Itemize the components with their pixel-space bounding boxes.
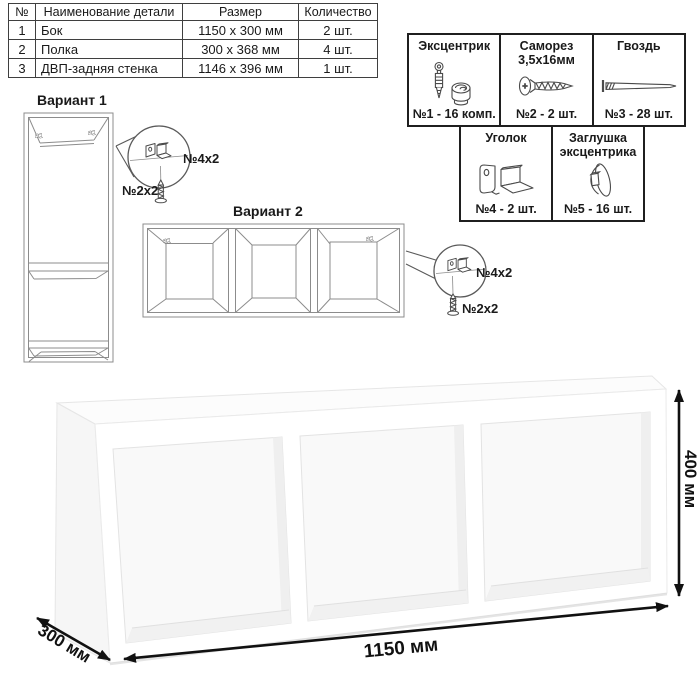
hardware-box-top-row xyxy=(407,33,686,127)
part-size: 300 x 368 мм xyxy=(183,40,299,59)
hardware-count: №2 - 2 шт. xyxy=(515,107,578,121)
col-header-num: № xyxy=(9,4,36,21)
hardware-cell-nail xyxy=(592,35,684,125)
eccentric-cam-icon xyxy=(430,61,478,107)
part-name: Полка xyxy=(36,40,183,59)
table-row xyxy=(9,21,378,40)
part-num: 1 xyxy=(9,21,36,40)
variant1-screw-label: №2х2 xyxy=(122,183,159,198)
height-dimension-label: 400 мм xyxy=(681,450,700,509)
variant2-screw-label: №2х2 xyxy=(462,301,499,316)
variant1-title: Вариант 1 xyxy=(37,92,107,108)
hardware-title-line2: эксцентрика xyxy=(559,145,637,159)
corner-bracket-icon xyxy=(475,157,537,202)
hardware-title: Заглушка xyxy=(568,131,628,145)
hardware-count: №5 - 16 шт. xyxy=(563,202,633,216)
parts-table-header xyxy=(9,4,378,21)
hardware-title: Гвоздь xyxy=(617,39,661,53)
self-tapping-screw-icon xyxy=(517,65,575,107)
part-size: 1150 x 300 мм xyxy=(183,21,299,40)
part-num: 2 xyxy=(9,40,36,59)
part-qty: 1 шт. xyxy=(299,59,378,78)
variant2-title: Вариант 2 xyxy=(233,203,303,219)
shelf-3d-render xyxy=(55,376,667,664)
eccentric-cap-icon xyxy=(578,157,618,202)
parts-table xyxy=(8,3,378,78)
variant1-bracket-label: №4х2 xyxy=(183,151,220,166)
hardware-cell-bracket xyxy=(461,127,551,220)
part-name: ДВП-задняя стенка xyxy=(36,59,183,78)
hardware-title: Эксцентрик xyxy=(418,39,491,53)
hardware-title: Саморез xyxy=(519,39,574,53)
hardware-count: №3 - 28 шт. xyxy=(604,107,673,121)
variant1-drawing xyxy=(24,113,113,362)
depth-dimension-label: 300 мм xyxy=(34,620,95,667)
part-qty: 2 шт. xyxy=(299,21,378,40)
hardware-title-line2: 3,5х16мм xyxy=(518,53,575,67)
part-name: Бок xyxy=(36,21,183,40)
variant2-bracket-label: №4х2 xyxy=(476,265,513,280)
variant2-drawing xyxy=(143,224,404,317)
width-dimension-label: 1150 мм xyxy=(362,634,440,663)
col-header-name: Наименование детали xyxy=(36,4,183,21)
part-qty: 4 шт. xyxy=(299,40,378,59)
hardware-cell-eccentric xyxy=(409,35,499,125)
hardware-box-bottom-row xyxy=(459,125,645,222)
hardware-title: Уголок xyxy=(485,131,527,145)
part-size: 1146 x 396 мм xyxy=(183,59,299,78)
hardware-count: №1 - 16 комп. xyxy=(412,107,496,121)
col-header-size: Размер xyxy=(183,4,299,21)
col-header-qty: Количество xyxy=(299,4,378,21)
hardware-count: №4 - 2 шт. xyxy=(475,202,537,216)
table-row xyxy=(9,59,378,78)
nail-icon xyxy=(600,65,678,107)
hardware-cell-cap xyxy=(551,127,643,220)
table-row xyxy=(9,40,378,59)
part-num: 3 xyxy=(9,59,36,78)
hardware-cell-screw xyxy=(499,35,591,125)
